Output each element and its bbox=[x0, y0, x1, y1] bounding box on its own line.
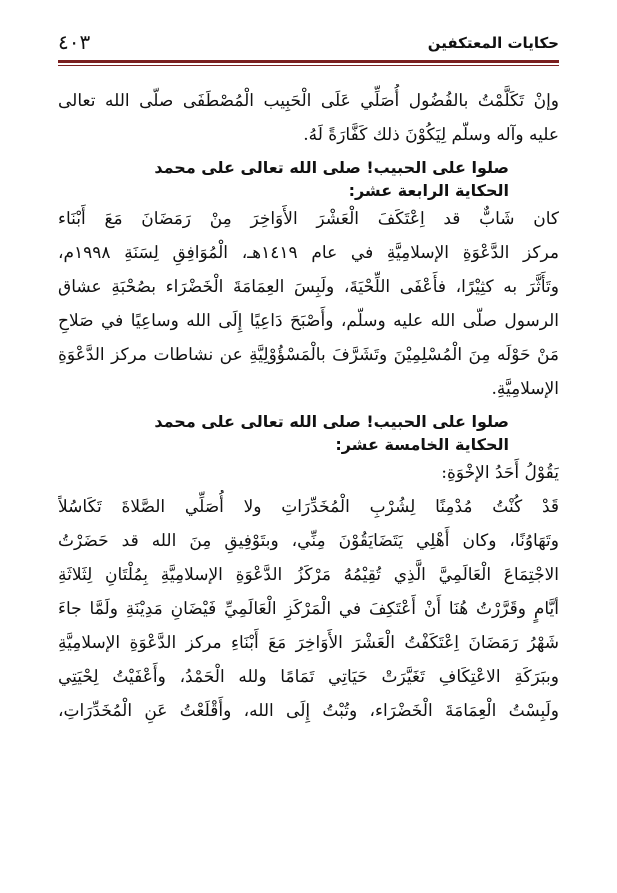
text-line: مَنْ حَوْلَه مِنَ الْمُسْلِمِيْنَ وتَشَرَّفَ بالْمَسْؤُوْلِيَّةِ عن نشاطات مركز الدَّعْوَةِ bbox=[58, 345, 559, 365]
running-title: حكايات المعتكفين bbox=[427, 34, 559, 52]
text-line: الإسلامِيَّةِ. bbox=[491, 379, 559, 399]
text-line: شَهْرُ رَمَضَانَ اِعْتَكَفْتُ الْعَشْرَ الأَوَاخِرَ مَعَ أَبْنَاءِ مركز الدَّعْوَةِ الإسلامِيَّةِ bbox=[58, 633, 559, 653]
text-line: وإنْ تَكَلَّمْتُ بالفُضُول أُصَلِّي عَلَى الْحَبِيب الْمُصْطَفَى صلّى الله تعالى bbox=[58, 91, 559, 111]
text-line: قَدْ كُنْتُ مُدْمِنًا لِشُرْبِ الْمُخَدِّرَاتِ ولا أُصَلِّي الصَّلاةَ تَكَاسُلاً bbox=[58, 497, 559, 517]
text-line: وببَرَكَةِ الاعْتِكَافِ تَغَيَّرَتْ حَيَاتِي تَمَامًا ولله الْحَمْدُ، وأَعْفَيْتُ لِحْيَتِي bbox=[58, 667, 559, 687]
page-body bbox=[58, 84, 559, 728]
salawat-line: صلوا على الحبيب! صلى الله تعالى على محمد bbox=[154, 158, 509, 177]
page-header bbox=[58, 30, 559, 58]
header-rule-thick bbox=[58, 60, 559, 63]
text-line: ولَبِسْتُ الْعِمَامَةَ الْخَضْرَاء، وتُبْتُ إِلَى الله، وأَقْلَعْتُ عَنِ الْمُخَدِّرَاتِ، bbox=[58, 701, 559, 721]
header-rule-thin bbox=[58, 65, 559, 66]
text-line: كان شَابٌّ قد اِعْتَكَفَ الْعَشْرَ الأَوَاخِرَ مِنْ رَمَضَانَ مَعَ أَبْنَاء bbox=[58, 209, 559, 229]
page-number: ٤٠٣ bbox=[58, 30, 91, 54]
story-heading: الحكاية الرابعة عشر: bbox=[348, 181, 509, 200]
text-line: وتَهَاوُنًا، وكان أَهْلِي يَتَضَايَقُوْنَ مِنِّي، وبتَوْفِيقِ مِنَ الله قد حَضَرْتُ bbox=[58, 531, 559, 551]
salawat-line: صلوا على الحبيب! صلى الله تعالى على محمد bbox=[154, 412, 509, 431]
text-line: وتَأَثَّرَ به كثِيْرًا، فأَعْفَى اللِّحْيَةَ، ولَبِسَ العِمَامَةَ الْخَضْرَاء بصُحْبَةِ عشاق bbox=[58, 277, 559, 297]
text-line: يَقُوْلُ أَحَدُ الإخْوَةِ: bbox=[441, 463, 559, 483]
text-line: أيَّامٍ وقَرَّرْتُ هُنَا أَنْ أَعْتَكِفَ في الْمَرْكَزِ الْعَالَمِيِّ فَيْضَانِ مَدِيْنَةِ ولَمَّا جاءَ bbox=[58, 599, 559, 619]
text-line: الاجْتِمَاعَ الْعَالَمِيَّ الَّذِي تُقِيْمُهُ مَرْكَزُ الدَّعْوَةِ الإسلامِيَّةِ بِمُلْتَانِ لِثَلاثَةِ bbox=[58, 565, 559, 585]
text-line: مركز الدَّعْوَةِ الإسلامِيَّةِ في عام ١٤١٩هـ، الْمُوَافِقِ لِسَنَةِ ١٩٩٨م، bbox=[58, 243, 559, 263]
text-line: الرسول صلّى الله عليه وسلّم، وأَصْبَحَ دَاعِيًا إِلَى الله وساعِيًا في صَلاحِ bbox=[58, 311, 559, 331]
story-heading: الحكاية الخامسة عشر: bbox=[335, 435, 509, 454]
text-line: عليه وآله وسلّم لِيَكُوْنَ ذلك كَفَّارَةً لَهُ. bbox=[303, 125, 559, 145]
